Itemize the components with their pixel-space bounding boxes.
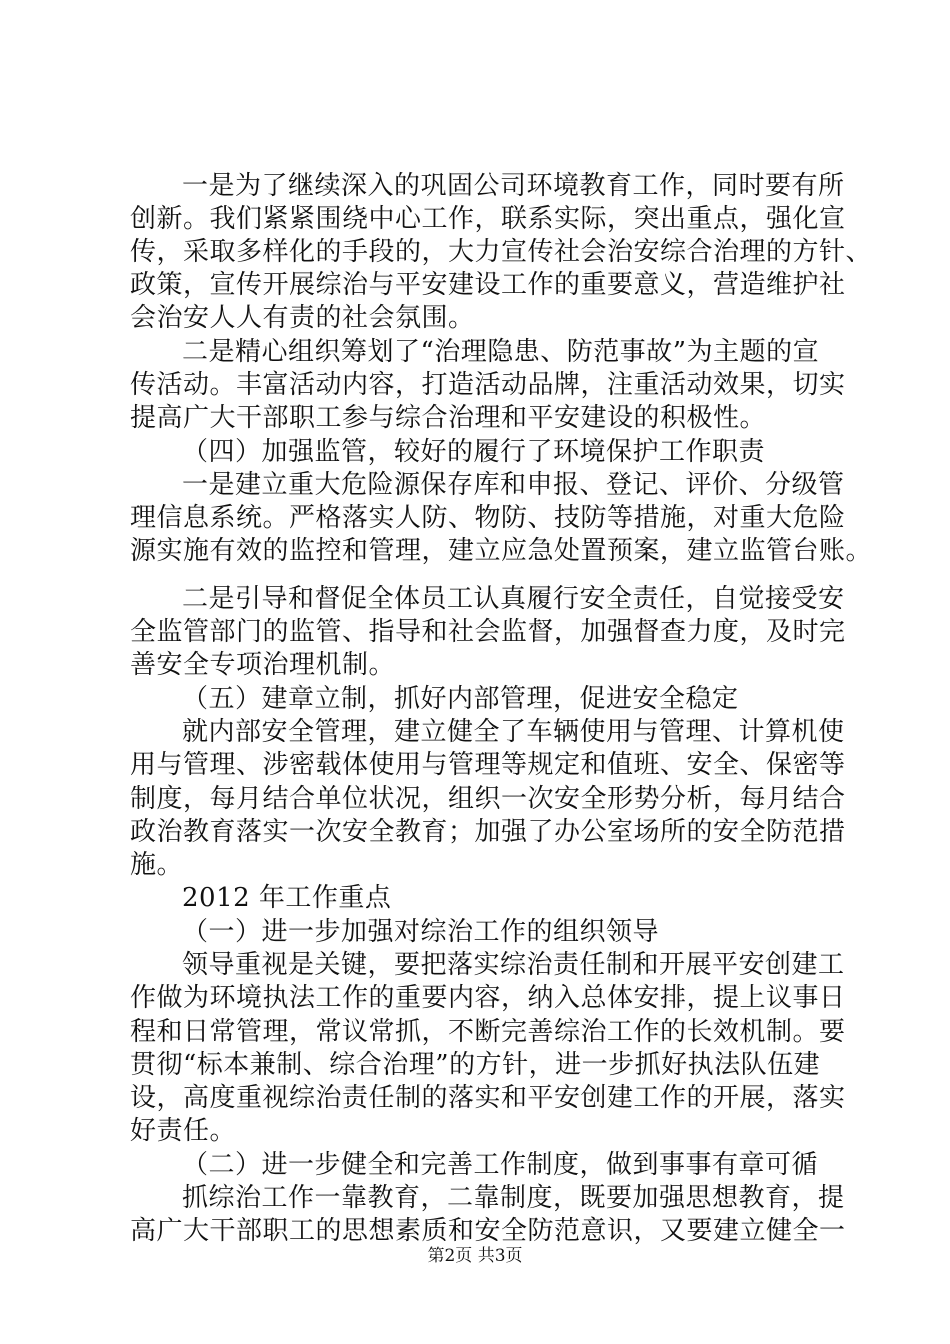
text-line: 一是建立重大危险源保存库和申报、登记、评价、分级管	[182, 470, 845, 500]
text-line: （一）进一步加强对综治工作的组织领导	[182, 917, 660, 947]
text-line: 好责任。	[130, 1116, 237, 1146]
text-line: 善安全专项治理机制。	[130, 650, 396, 680]
text-line: 领导重视是关键，要把落实综治责任制和开展平安创建工	[182, 950, 845, 980]
text-line: （五）建章立制，抓好内部管理，促进安全稳定	[182, 684, 739, 714]
text-line: 传活动。丰富活动内容，打造活动品牌，注重活动效果，切实	[130, 370, 846, 400]
text-line: 2012 年工作重点	[182, 883, 392, 913]
text-line: （二）进一步健全和完善工作制度，做到事事有章可循	[182, 1150, 819, 1180]
text-line: 高广大干部职工的思想素质和安全防范意识，又要建立健全一	[130, 1216, 846, 1246]
text-line: 贯彻“标本兼制、综合治理”的方针，进一步抓好执法队伍建	[130, 1050, 821, 1080]
text-line: 全监管部门的监管、指导和社会监督，加强督查力度，及时完	[130, 617, 846, 647]
text-line: 就内部安全管理，建立健全了车辆使用与管理、计算机使	[182, 717, 845, 747]
text-line: 抓综治工作一靠教育，二靠制度，既要加强思想教育，提	[182, 1183, 845, 1213]
text-line: 作做为环境执法工作的重要内容，纳入总体安排，提上议事日	[130, 983, 846, 1013]
text-line: （四）加强监管，较好的履行了环境保护工作职责	[182, 437, 766, 467]
text-line: 提高广大干部职工参与综合治理和平安建设的积极性。	[130, 403, 767, 433]
text-line: 二是引导和督促全体员工认真履行安全责任，自觉接受安	[182, 584, 845, 614]
text-line: 政策，宣传开展综治与平安建设工作的重要意义，营造维护社	[130, 270, 846, 300]
page-footer: 第2页 共3页	[427, 1246, 523, 1266]
text-line: 理信息系统。严格落实人防、物防、技防等措施，对重大危险	[130, 503, 846, 533]
text-line: 用与管理、涉密载体使用与管理等规定和值班、安全、保密等	[130, 750, 846, 780]
text-line: 政治教育落实一次安全教育；加强了办公室场所的安全防范措	[130, 817, 846, 847]
text-line: 制度，每月结合单位状况，组织一次安全形势分析，每月结合	[130, 784, 846, 814]
text-line: 源实施有效的监控和管理，建立应急处置预案，建立监管台账。	[130, 536, 873, 566]
text-line: 设，高度重视综治责任制的落实和平安创建工作的开展，落实	[130, 1083, 846, 1113]
text-line: 传，采取多样化的手段的，大力宣传社会治安综合治理的方针、	[130, 237, 873, 267]
text-line: 会治安人人有责的社会氛围。	[130, 303, 475, 333]
text-line: 创新。我们紧紧围绕中心工作，联系实际，突出重点，强化宣	[130, 204, 846, 234]
text-line: 二是精心组织筹划了“治理隐患、防范事故”为主题的宣	[182, 337, 820, 367]
text-line: 程和日常管理，常议常抓，不断完善综治工作的长效机制。要	[130, 1017, 846, 1047]
text-line: 施。	[130, 850, 184, 880]
text-line: 一是为了继续深入的巩固公司环境教育工作，同时要有所	[182, 171, 845, 201]
